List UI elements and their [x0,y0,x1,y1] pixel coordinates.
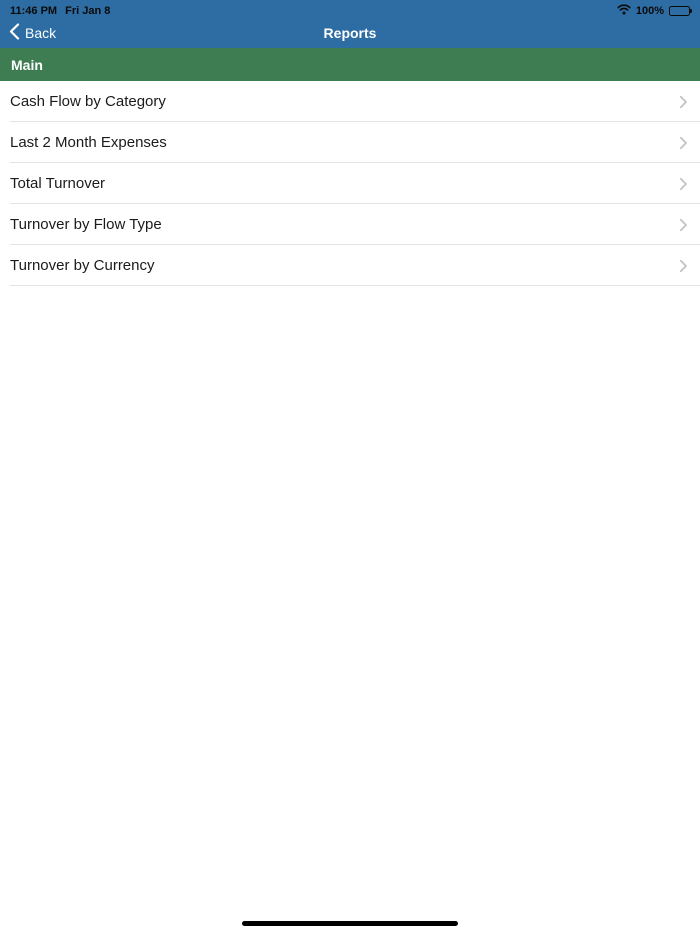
list-item-label: Total Turnover [10,175,106,192]
nav-bar [0,18,700,48]
list-item[interactable] [0,245,700,286]
wifi-icon [617,4,631,18]
status-left [10,5,110,17]
chevron-right-icon [679,95,688,109]
back-button[interactable] [9,23,56,43]
top-bar [0,0,700,48]
back-label: Back [25,25,57,41]
list-item-label: Last 2 Month Expenses [10,134,167,151]
chevron-right-icon [679,218,688,232]
back-chevron-icon [9,23,20,43]
status-right [617,4,690,18]
list-item[interactable] [0,122,700,163]
battery-icon [669,6,690,16]
section-header-label: Main [11,56,43,73]
status-bar [0,0,700,18]
list-item[interactable] [0,81,700,122]
report-list [0,81,700,286]
status-date: Fri Jan 8 [65,4,111,17]
list-item-label: Turnover by Flow Type [10,216,162,233]
status-time: 11:46 PM [10,4,58,17]
battery-percent: 100% [635,4,664,17]
list-item[interactable] [0,163,700,204]
battery-cap [690,9,692,13]
list-item[interactable] [0,204,700,245]
section-header-main [0,48,700,81]
list-item-label: Turnover by Currency [10,257,155,274]
chevron-right-icon [679,136,688,150]
home-indicator[interactable] [242,921,458,926]
page-title: Reports [323,25,377,41]
list-item-label: Cash Flow by Category [10,93,166,110]
chevron-right-icon [679,177,688,191]
chevron-right-icon [679,259,688,273]
